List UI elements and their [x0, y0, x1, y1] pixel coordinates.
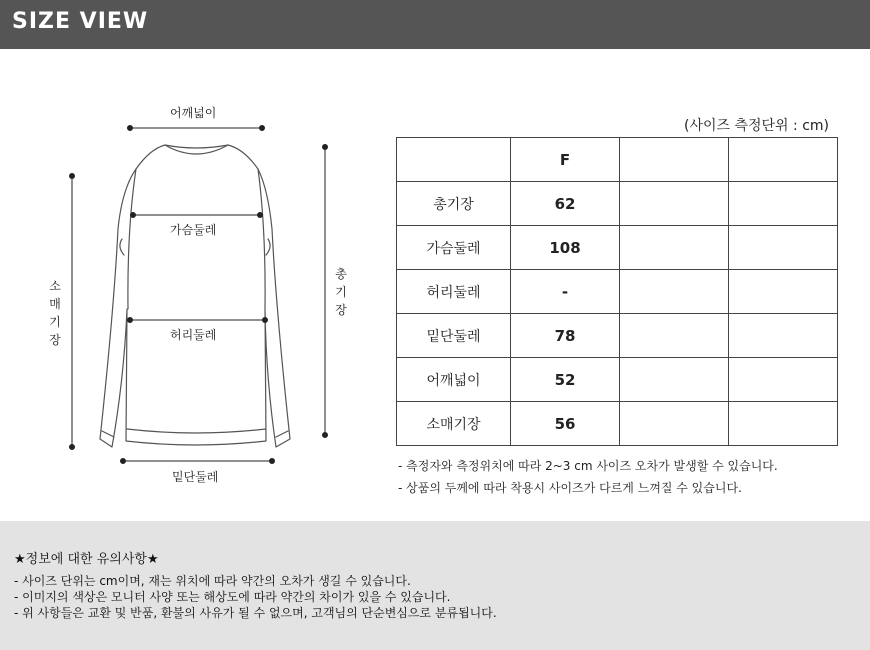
notice-box [0, 521, 870, 650]
row-label: 어깨넓이 [397, 358, 511, 402]
chest-label: 가슴둘레 [170, 223, 217, 237]
table-cell [729, 402, 838, 446]
table-row [397, 226, 838, 270]
table-row [397, 358, 838, 402]
table-cell [620, 182, 729, 226]
sleeve-length-label: 소 매 기 장 [49, 279, 61, 347]
table-cell: 56 [511, 402, 620, 446]
table-cell: 78 [511, 314, 620, 358]
notice-title: ★정보에 대한 유의사항★ [14, 552, 159, 567]
column-header: F [511, 138, 620, 182]
table-header-row [397, 138, 838, 182]
table-cell: 52 [511, 358, 620, 402]
table-row [397, 314, 838, 358]
notice-line: - 사이즈 단위는 cm이며, 재는 위치에 따라 약간의 오차가 생길 수 있습니다. [14, 574, 411, 588]
table-cell: 108 [511, 226, 620, 270]
table-cell [729, 358, 838, 402]
table-cell [729, 226, 838, 270]
hem-rib [127, 429, 266, 433]
row-label: 허리둘레 [397, 270, 511, 314]
page-title: SIZE VIEW [12, 9, 149, 34]
armhole-right [258, 169, 265, 309]
measurement-note: - 측정자와 측정위치에 따라 2~3 cm 사이즈 오차가 발생할 수 있습니다. [398, 459, 778, 473]
size-table [396, 137, 838, 446]
table-cell: 62 [511, 182, 620, 226]
table-cell: - [511, 270, 620, 314]
total-length-label: 총 기 장 [335, 267, 347, 317]
table-row [397, 402, 838, 446]
table-cell [729, 270, 838, 314]
table-corner-cell [397, 138, 511, 182]
shoulder-label: 어깨넓이 [170, 106, 217, 120]
column-header [729, 138, 838, 182]
unit-note: (사이즈 측정단위 : cm) [684, 118, 829, 134]
table-cell [620, 402, 729, 446]
table-cell [729, 182, 838, 226]
notice-line: - 위 사항들은 교환 및 반품, 환불의 사유가 될 수 없으며, 고객님의 단순변심으로 분류됩니다. [14, 606, 497, 620]
table-cell [729, 314, 838, 358]
notice-line: - 이미지의 색상은 모니터 사양 또는 해상도에 따라 약간의 차이가 있을 수 있습니다. [14, 590, 451, 604]
table-cell [620, 270, 729, 314]
armhole-left [128, 169, 136, 309]
row-label: 밑단둘레 [397, 314, 511, 358]
table-row [397, 270, 838, 314]
garment-diagram [0, 49, 390, 519]
table-cell [620, 358, 729, 402]
header-bar [0, 0, 870, 49]
column-header [620, 138, 729, 182]
table-cell [620, 314, 729, 358]
thickness-note: - 상품의 두께에 따라 착용시 사이즈가 다르게 느껴질 수 있습니다. [398, 481, 742, 495]
row-label: 소매기장 [397, 402, 511, 446]
waist-label: 허리둘레 [170, 328, 217, 342]
table-row [397, 182, 838, 226]
row-label: 총기장 [397, 182, 511, 226]
hem-label: 밑단둘레 [172, 470, 219, 484]
table-cell [620, 226, 729, 270]
row-label: 가슴둘레 [397, 226, 511, 270]
